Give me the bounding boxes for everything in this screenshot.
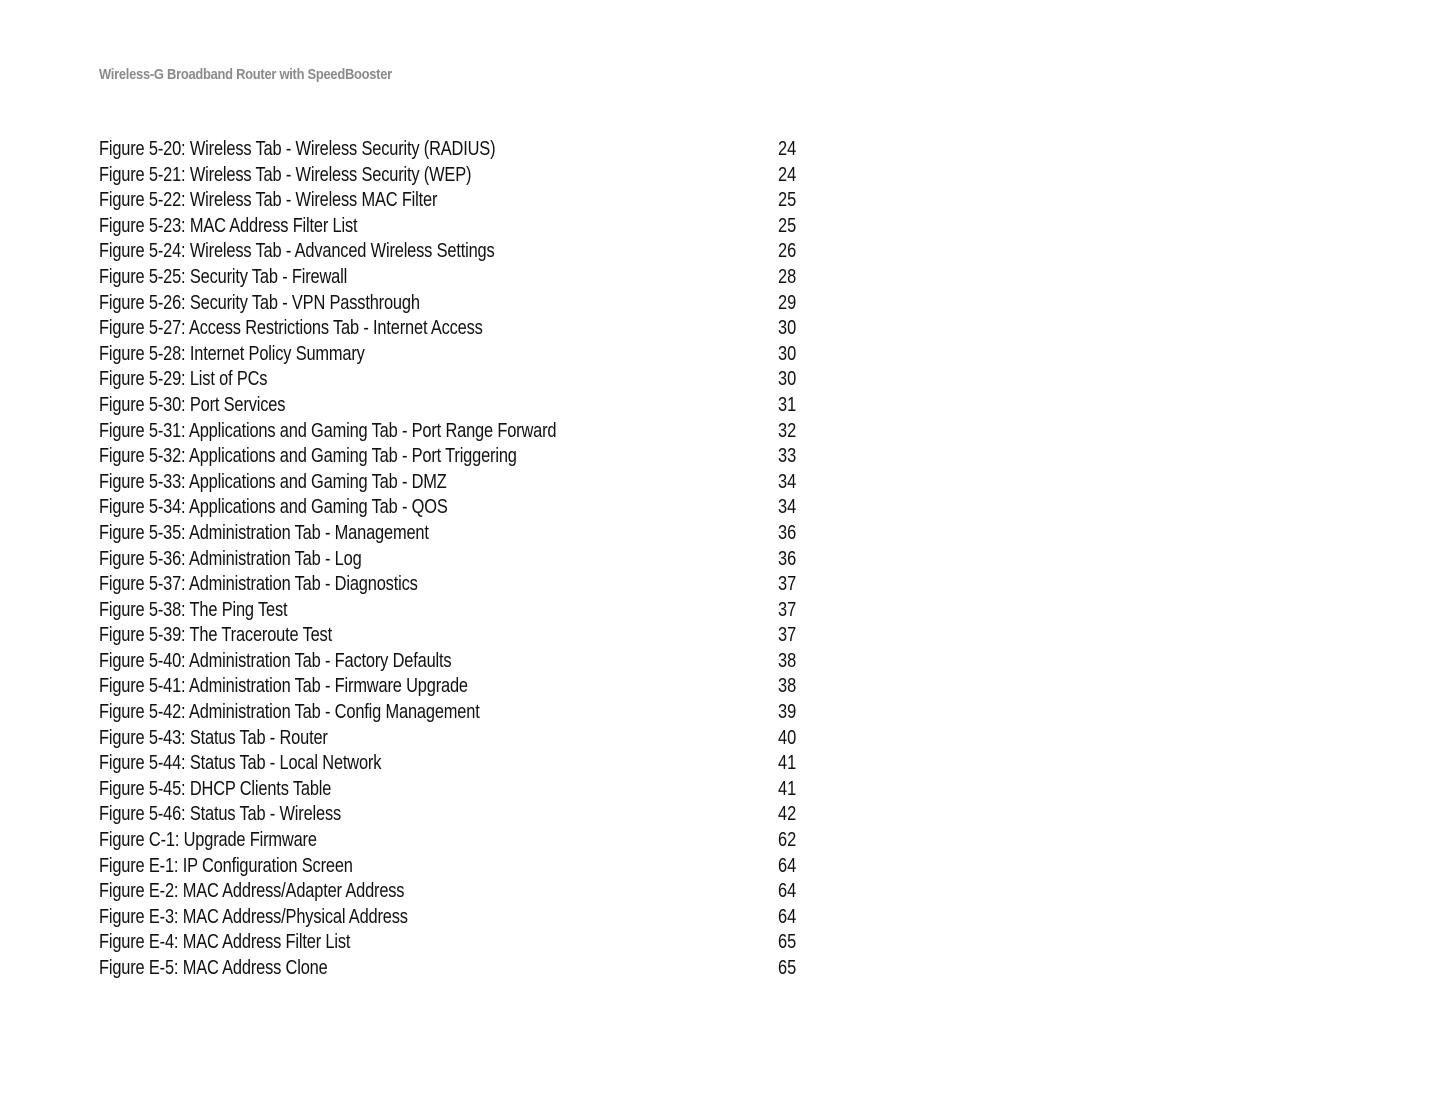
toc-entry xyxy=(99,137,799,163)
toc-entry-label: Figure 5-20: Wireless Tab - Wireless Security (RADIUS) xyxy=(99,138,496,160)
toc-entry xyxy=(99,393,799,419)
toc-entry-label: Figure E-4: MAC Address Filter List xyxy=(99,931,351,954)
toc-entry-page: 34 xyxy=(777,470,796,493)
toc-entry-page: 31 xyxy=(777,393,796,416)
toc-entry xyxy=(99,163,799,189)
toc-entry xyxy=(99,470,799,496)
toc-entry-page: 65 xyxy=(777,931,796,954)
toc-entry-label: Figure E-3: MAC Address/Physical Address xyxy=(99,905,408,928)
toc-entry-page: 25 xyxy=(777,214,796,237)
toc-entry-page: 41 xyxy=(777,752,796,775)
toc-entry xyxy=(99,598,799,624)
toc-entry-page: 28 xyxy=(777,265,796,288)
toc-entry xyxy=(99,239,799,265)
toc-entry-label: Figure 5-42: Administration Tab - Config Management xyxy=(99,701,480,724)
toc-entry xyxy=(99,930,799,956)
toc-entry-label: Figure 5-45: DHCP Clients Table xyxy=(99,777,332,800)
toc-entry-page: 36 xyxy=(777,521,796,544)
toc-entry-page: 30 xyxy=(777,317,796,340)
toc-entry xyxy=(99,265,799,291)
toc-entry-page: 64 xyxy=(777,905,796,928)
toc-entry-label: Figure C-1: Upgrade Firmware xyxy=(99,829,317,852)
toc-entry xyxy=(99,291,799,317)
toc-entry-label: Figure 5-30: Port Services xyxy=(99,393,286,416)
toc-entry-label: Figure 5-27: Access Restrictions Tab - Internet Access xyxy=(99,317,483,340)
toc-entry-page: 29 xyxy=(777,291,796,314)
toc-entry xyxy=(99,214,799,240)
toc-entry-label: Figure 5-35: Administration Tab - Management xyxy=(99,521,429,544)
toc-entry-page: 37 xyxy=(777,624,796,647)
toc-entry xyxy=(99,623,799,649)
toc-entry-page: 38 xyxy=(777,649,796,672)
toc-entry-label: Figure 5-38: The Ping Test xyxy=(99,598,288,621)
toc-entry-label: Figure 5-22: Wireless Tab - Wireless MAC Filter xyxy=(99,189,438,212)
toc-entry-label: Figure 5-21: Wireless Tab - Wireless Security (WEP) xyxy=(99,163,472,186)
toc-entry-page: 32 xyxy=(777,419,796,442)
toc-entry-label: Figure 5-28: Internet Policy Summary xyxy=(99,342,365,365)
toc-entry-label: Figure E-5: MAC Address Clone xyxy=(99,957,328,979)
toc-entry xyxy=(99,188,799,214)
toc-entry xyxy=(99,444,799,470)
toc-entry-page: 24 xyxy=(777,138,796,160)
toc-entry-label: Figure E-1: IP Configuration Screen xyxy=(99,854,353,877)
toc-entry xyxy=(99,879,799,905)
toc-entry xyxy=(99,316,799,342)
toc-entry-page: 30 xyxy=(777,342,796,365)
toc-entry-page: 62 xyxy=(777,829,796,852)
toc-entry-label: Figure 5-41: Administration Tab - Firmware Upgrade xyxy=(99,675,468,698)
toc-entry xyxy=(99,726,799,752)
toc-entry-page: 37 xyxy=(777,573,796,596)
toc-entry-label: Figure 5-34: Applications and Gaming Tab - QOS xyxy=(99,496,448,519)
toc-entry-page: 26 xyxy=(777,240,796,263)
toc-entry-page: 33 xyxy=(777,445,796,468)
toc-entry-label: Figure 5-23: MAC Address Filter List xyxy=(99,214,358,237)
toc-entry-page: 42 xyxy=(777,803,796,826)
toc-entry-page: 34 xyxy=(777,496,796,519)
toc-entry xyxy=(99,521,799,547)
toc-entry xyxy=(99,700,799,726)
toc-entry-page: 65 xyxy=(777,957,796,979)
toc-entry-page: 24 xyxy=(777,163,796,186)
toc-entry xyxy=(99,547,799,573)
toc-entry-label: Figure 5-40: Administration Tab - Factory Defaults xyxy=(99,649,452,672)
list-of-figures xyxy=(99,137,799,982)
toc-entry-label: Figure 5-32: Applications and Gaming Tab - Port Triggering xyxy=(99,445,517,468)
toc-entry xyxy=(99,956,799,982)
toc-entry xyxy=(99,828,799,854)
toc-entry-page: 36 xyxy=(777,547,796,570)
toc-entry-page: 64 xyxy=(777,854,796,877)
toc-entry xyxy=(99,342,799,368)
toc-entry-label: Figure E-2: MAC Address/Adapter Address xyxy=(99,880,405,903)
toc-entry xyxy=(99,905,799,931)
toc-entry xyxy=(99,751,799,777)
toc-entry-label: Figure 5-43: Status Tab - Router xyxy=(99,726,328,749)
toc-entry-label: Figure 5-46: Status Tab - Wireless xyxy=(99,803,342,826)
toc-entry-label: Figure 5-36: Administration Tab - Log xyxy=(99,547,362,570)
toc-entry-label: Figure 5-39: The Traceroute Test xyxy=(99,624,332,647)
toc-entry xyxy=(99,367,799,393)
toc-entry-label: Figure 5-33: Applications and Gaming Tab - DMZ xyxy=(99,470,447,493)
toc-entry-page: 64 xyxy=(777,880,796,903)
toc-entry-page: 37 xyxy=(777,598,796,621)
toc-entry-page: 39 xyxy=(777,701,796,724)
toc-entry-label: Figure 5-29: List of PCs xyxy=(99,368,268,391)
toc-entry xyxy=(99,419,799,445)
toc-entry xyxy=(99,777,799,803)
toc-entry xyxy=(99,854,799,880)
toc-entry-page: 38 xyxy=(777,675,796,698)
toc-entry-label: Figure 5-26: Security Tab - VPN Passthrough xyxy=(99,291,420,314)
toc-entry xyxy=(99,674,799,700)
running-header: Wireless-G Broadband Router with SpeedBooster xyxy=(99,66,392,83)
toc-entry-label: Figure 5-25: Security Tab - Firewall xyxy=(99,265,348,288)
toc-entry xyxy=(99,495,799,521)
toc-entry-label: Figure 5-24: Wireless Tab - Advanced Wireless Settings xyxy=(99,240,495,263)
toc-entry xyxy=(99,802,799,828)
toc-entry-page: 25 xyxy=(777,189,796,212)
toc-entry-label: Figure 5-37: Administration Tab - Diagnostics xyxy=(99,573,418,596)
toc-entry-label: Figure 5-44: Status Tab - Local Network xyxy=(99,752,382,775)
toc-entry xyxy=(99,572,799,598)
toc-entry-page: 30 xyxy=(777,368,796,391)
toc-entry-page: 40 xyxy=(777,726,796,749)
toc-entry-label: Figure 5-31: Applications and Gaming Tab - Port Range Forward xyxy=(99,419,557,442)
toc-entry xyxy=(99,649,799,675)
toc-entry-page: 41 xyxy=(777,777,796,800)
